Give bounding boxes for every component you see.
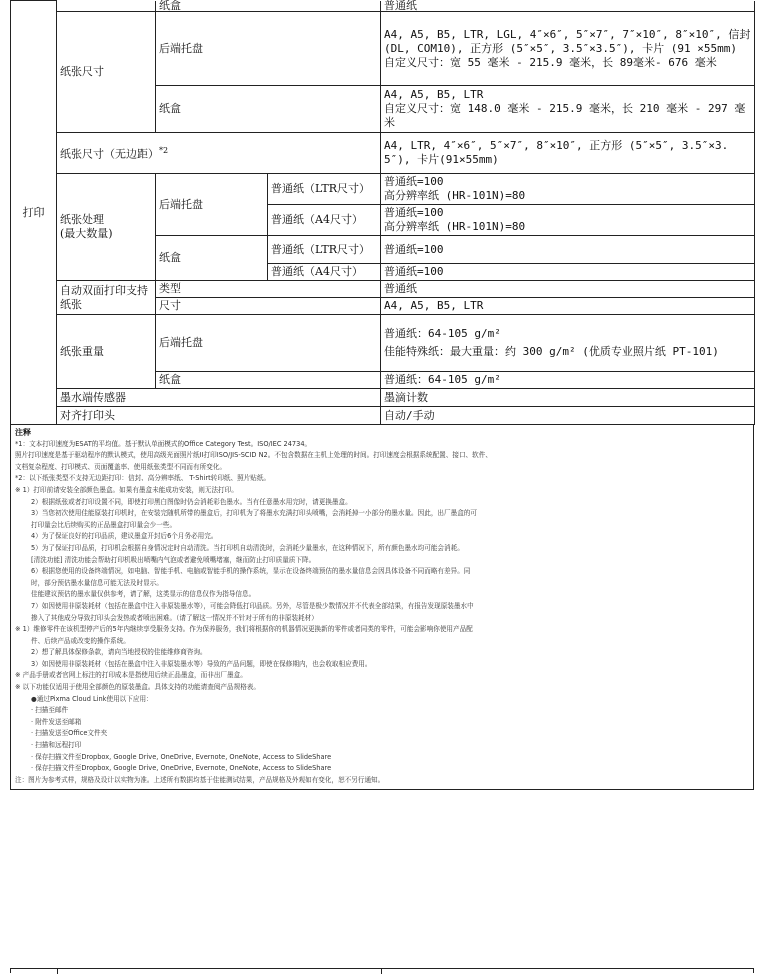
table-row	[11, 407, 755, 425]
handling-rear-tray: 后端托盘	[156, 174, 268, 236]
note-line: 佳能建议预估的墨水量仅供参考，请了解，这类显示的信息仅作为指导信息。	[31, 590, 256, 599]
note-line: · 扫描和远程打印	[31, 741, 82, 750]
ink-sensor-value: 墨滴计数	[381, 389, 755, 407]
note-line: · 保存扫描文件至Dropbox, Google Drive, OneDrive, Evernote, OneNote, Access to SlideShare	[31, 752, 332, 761]
top-value: 普通纸	[381, 1, 755, 12]
note-line: 2）根据纸张或者打印设置不同，即使打印黑白图像时仍会消耗彩色墨水。当有任意墨水用完时，请更换墨盒。	[31, 497, 352, 506]
spec-table	[10, 0, 755, 425]
note-line: ※ 1）打印前请安装全部颜色墨盒。如果有墨盒未能成功安装，则无法打印。	[15, 485, 238, 494]
paper-size-label: 纸张尺寸	[57, 12, 156, 133]
note-line: 2）想了解具体保修条款，请向当地授权的佳能维修商咨询。	[31, 648, 207, 657]
alignment-label: 对齐打印头	[57, 407, 381, 425]
note-line: · 附件发送至邮箱	[31, 717, 82, 726]
notes-section	[10, 425, 754, 790]
duplex-label: 自动双面打印支持纸张	[57, 281, 156, 315]
note-line: ※ 1）维修零件在该机型停产后的5年内继续享受服务支持。作为保养服务，我们将根据你的机器情况更换新的零件或者同类的零件，可能会影响你使用产品配	[15, 625, 473, 634]
table-row	[11, 1, 755, 12]
spec-sheet	[10, 0, 754, 790]
note-line: 时，部分预估墨水量信息可能无法及时显示。	[31, 578, 163, 587]
handling-plain-ltr: 普通纸（LTR尺寸）	[268, 174, 381, 205]
weight-cassette-value: 普通纸：64-105 g/m²	[381, 372, 755, 389]
note-line: 件、后续产品或改变的操作系统。	[31, 636, 130, 645]
handling-rear-ltr-value: 普通纸=100 高分辨率纸 (HR-101N)=80	[381, 174, 755, 205]
rear-tray-custom-size: 自定义尺寸：宽 55 毫米 - 215.9 毫米，长 89毫米- 676 毫米	[384, 55, 717, 69]
note-line: · 扫描至邮件	[31, 706, 69, 715]
handling-cassette-a4-value: 普通纸=100	[381, 264, 755, 281]
handling-plain-ltr: 普通纸（LTR尺寸）	[268, 236, 381, 264]
handling-cassette-ltr-value: 普通纸=100	[381, 236, 755, 264]
note-line: 3）如因使用非原装耗材（包括在墨盒中注入非原装墨水等）导致的产品问题，即使在保修期内，也会收取相应费用。	[31, 659, 372, 668]
handling-plain-a4: 普通纸（A4尺寸）	[268, 264, 381, 281]
table-row	[11, 174, 755, 205]
handling-rear-a4-value: 普通纸=100 高分辨率纸 (HR-101N)=80	[381, 205, 755, 236]
note-line: 注：图片为参考式样，规格及设计以实物为准。上述所有数据均基于佳能测试结果，产品规格及外观如有变化，恕不另行通知。	[15, 775, 385, 784]
note-line: 7）如因使用非原装耗材（包括在墨盒中注入非原装墨水等），可能会降低打印品质。另外，尽管是极少数情况并不代表全部结果，有报告发现原装墨水中	[31, 601, 474, 610]
duplex-type-value: 普通纸	[381, 281, 755, 298]
note-line: · 保存扫描文件至Dropbox, Google Drive, OneDrive, Evernote, OneNote, Access to SlideShare	[31, 764, 332, 773]
weight-rear-plain: 普通纸：64-105 g/m²	[384, 327, 501, 340]
note-line: 照片打印速度是基于驱动程序的默认模式，使用高级光面照片纸II打印ISO/JIS-SCID N2。不包含数据在主机上处理的时间。打印速度会根据系统配置、接口、软件、	[15, 451, 492, 460]
duplex-size-value: A4, A5, B5, LTR	[381, 298, 755, 315]
table-row	[11, 315, 755, 372]
table-row	[11, 281, 755, 298]
notes-title: 注释	[15, 428, 31, 437]
weight-label: 纸张重量	[57, 315, 156, 389]
table-row	[11, 12, 755, 86]
note-line: · 扫描发送至Office文件夹	[31, 729, 108, 738]
note-line: ●通过Pixma Cloud Link使用以下应用：	[31, 694, 153, 703]
note-line: [清洗功能] 清洗功能会帮助打印机吸出喷嘴内气泡或者避免喷嘴堵塞，继而防止打印质量质下降。	[31, 555, 316, 564]
next-table-edge	[10, 968, 754, 973]
borderless-footnote: *2	[159, 146, 169, 156]
weight-rear-values	[381, 315, 755, 372]
duplex-size-label: 尺寸	[156, 298, 381, 315]
rear-tray-sizes: A4, A5, B5, LTR, LGL, 4″×6″, 5″×7″, 7″×10″, 8″×10″, 信封 (DL, COM10), 正方形 (5″×5″, 3.5″×3.5″), 卡片 (91 ×55mm)	[384, 27, 751, 55]
borderless-label-text: 纸张尺寸（无边距）	[60, 147, 159, 161]
note-line: ※ 以下功能仅适用于使用全部颜色的原装墨盒。具体支持的功能请查阅产品规格表。	[15, 683, 260, 692]
table-row	[11, 133, 755, 174]
note-line: 3）当您初次使用佳能原装打印机时，在安装完随机所带的墨盒后，打印机为了将墨水充满打印头喷嘴，会消耗掉一小部分的墨水量。因此，出厂墨盒的可	[31, 509, 477, 518]
alignment-value: 自动/手动	[381, 407, 755, 425]
paper-size-rear-tray: 后端托盘	[156, 12, 381, 86]
paper-size-cassette-values	[381, 86, 755, 133]
top-sub-label: 纸盒	[156, 1, 381, 12]
note-line: 4）为了保证良好的打印品质，建议墨盒开封后6个月务必用完。	[31, 532, 218, 541]
table-row	[11, 389, 755, 407]
notes-lines	[15, 439, 749, 787]
cassette-custom-size: 自定义尺寸：宽 148.0 毫米 - 215.9 毫米，长 210 毫米 - 297 毫米	[384, 102, 746, 129]
category-cell: 打印	[11, 1, 57, 425]
note-line: 打印量会比后续购买的正品墨盒打印量会少一些。	[31, 520, 177, 529]
weight-rear-special: 佳能特殊纸：最大重量：约 300 g/m² (优质专业照片纸 PT-101)	[384, 345, 719, 358]
handling-plain-a4: 普通纸（A4尺寸）	[268, 205, 381, 236]
weight-rear-tray: 后端托盘	[156, 315, 381, 372]
note-line: 5）为了保证打印品质，打印机会根据自身情况定时自动清洗。当打印机自动清洗时，会消耗少量墨水，在这种情况下，所有颜色墨水均可能会消耗。	[31, 543, 464, 552]
note-line: *2：以下纸张类型不支持无边距打印：信封、高分辨率纸、 T-Shirt转印纸、照片贴纸。	[15, 474, 271, 483]
handling-cassette: 纸盒	[156, 236, 268, 281]
borderless-values: A4, LTR, 4″×6″, 5″×7″, 8″×10″, 正方形 (5″×5″, 3.5″×3.5″), 卡片(91×55mm)	[381, 133, 755, 174]
divider	[381, 969, 382, 974]
ink-sensor-label: 墨水端传感器	[57, 389, 381, 407]
weight-cassette: 纸盒	[156, 372, 381, 389]
note-line: 6）根据您使用的设备终端情况，如电脑、智能手机、电脑或智能手机的操作系统，显示在设备终端预估的墨水量信息会因具体设备不同而略有差异。同	[31, 567, 471, 576]
note-line: *1：文本打印速度为ESAT的平均值。基于默认单面模式的Office Category Test。ISO/IEC 24734。	[15, 439, 312, 448]
note-line: 掺入了其他成分导致打印头会发热或者喷出困难。（请了解这一情况并不针对于所有的非原装耗材）	[31, 613, 318, 622]
paper-size-rear-tray-values	[381, 12, 755, 86]
handling-label: 纸张处理 (最大数量)	[57, 174, 156, 281]
cassette-sizes: A4, A5, B5, LTR	[384, 88, 484, 101]
divider	[57, 969, 58, 974]
note-line: ※ 产品手册或者官网上标注的打印成本是指使用后续正品墨盒，而非出厂墨盒。	[15, 671, 247, 680]
note-line: 文档复杂程度、打印模式、页面覆盖率、使用纸张类型不同而有所变化。	[15, 462, 226, 471]
paper-size-cassette: 纸盒	[156, 86, 381, 133]
duplex-type-label: 类型	[156, 281, 381, 298]
borderless-label	[57, 133, 381, 174]
